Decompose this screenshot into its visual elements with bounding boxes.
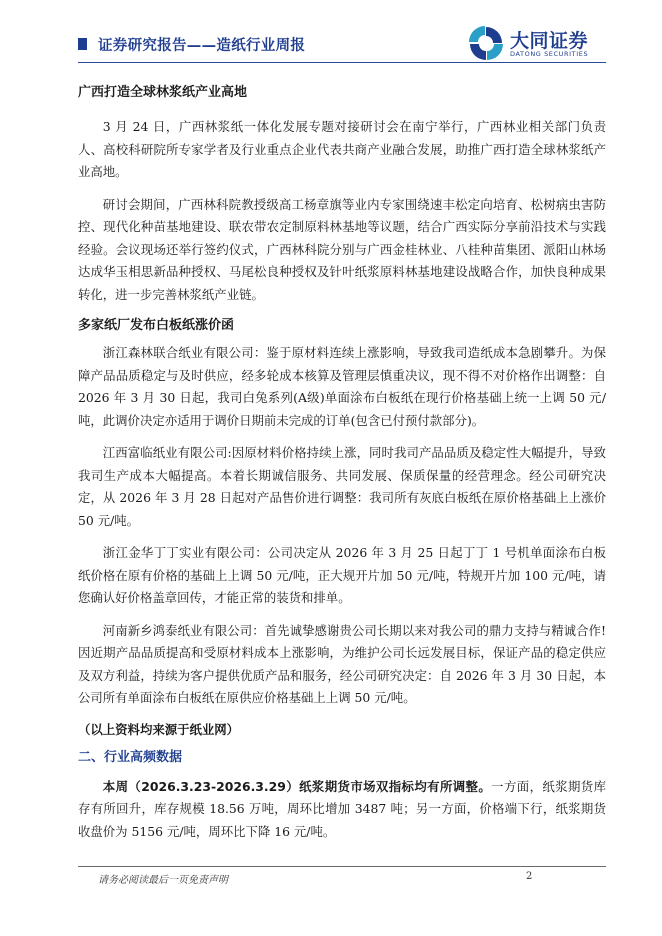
disclaimer-note: 请务必阅读最后一页免责声明 [98,875,228,886]
logo-english: DATONG SECURITIES [510,50,589,58]
price-hike-paragraph-4: 河南新乡鸿泰纸业有限公司：首先诚挚感谢贵公司长期以来对我公司的鼎力支持与精诚合作!因近期产品品质提高和受原材料成本上涨影响，为维护公司长远发展目标，保证产品的稳定供应及双方利益，持续为客户提供优质产品和服务，经公司研究决定：自 2026 年 3 月 30 日起，本公司所有单面涂布白板纸在原供应价格基础上上调 50 元/吨。 [78,622,606,705]
report-title: 证券研究报告——造纸行业周报 [98,38,306,54]
price-hike-paragraph-3: 浙江金华丁丁实业有限公司：公司决定从 2026 年 3 月 25 日起丁丁 1 号机单面涂布白板纸价格在原有价格的基础上上调 50 元/吨，正大规开片加 50 元/吨，特规开片加 100 元/吨，请您确认好价格盖章回传，才能正常的装货和排单。 [78,545,606,605]
page-header [0,0,662,72]
header-marker [78,38,87,50]
guangxi-paragraph-1: 3 月 24 日，广西林浆纸一体化发展专题对接研讨会在南宁举行，广西林业相关部门负责人、高校科研院所专家学者及行业重点企业代表共商产业融合发展，助推广西打造全球林浆纸产业高地。 [78,119,606,179]
guangxi-paragraph-2: 研讨会期间，广西林科院教授级高工杨章旗等业内专家围绕速丰松定向培育、松树病虫害防控、现代化种苗基地建设、联农带农定制原料林基地等议题，结合广西实际分享前沿技术与实践经验。会议现场还举行签约仪式，广西林科院分别与广西金桂林业、八桂种苗集团、派阳山林场达成华玉相思新品种授权、马尾松良种授权及针叶纸浆原料林基地建设战略合作，加快良种成果转化，进一步完善林浆纸产业链。 [78,196,606,302]
price-hike-paragraph-2: 江西富临纸业有限公司:因原材料价格持续上涨，同时我司产品品质及稳定性大幅提升，导致我司生产成本大幅提高。本着长期诚信服务、共同发展、保质保量的经营理念。经公司研究决定，从 2026 年 3 月 28 日起对产品售价进行调整：我司所有灰底白板纸在原价格基础上上涨价 50 元/吨。 [78,445,606,528]
data-paragraph [78,776,606,844]
price-hike-heading: 多家纸厂发布白板纸涨价函 [78,318,235,333]
datong-logo-icon [466,24,506,62]
source-note: （以上资料均来源于纸业网） [78,721,240,737]
logo-name: 大同证券 [510,30,589,52]
header-divider [78,62,606,63]
data-lead: 本周（2026.3.23-2026.3.29）纸浆期货市场双指标均有所调整。 [102,778,492,794]
section-title-data: 二、行业高频数据 [78,749,183,765]
guangxi-heading: 广西打造全球林浆纸产业高地 [78,85,248,100]
company-logo [466,24,616,62]
data-body: 一方面，纸浆期货库存有所回升，库存规模 18.56 万吨，周环比增加 3487 吨；另一方面，价格端下行，纸浆期货收盘价为 5156 元/吨，周环比下降 16 元/吨。 [78,778,606,839]
page-number: 2 [526,871,533,882]
report-body [78,80,606,843]
price-hike-paragraph-1: 浙江森林联合纸业有限公司：鉴于原材料连续上涨影响，导致我司造纸成本急剧攀升。为保障产品品质稳定与及时供应，经多轮成本核算及管理层慎重决议，现不得不对价格作出调整：自 2026 年 3 月 30 日起，我司白兔系列(A级)单面涂布白板纸在现行价格基础上统一上调 50 元/吨，此调价决定亦适用于调价日期前未完成的订单(包含已付预付款部分)。 [78,345,606,428]
footer-divider [78,866,606,867]
